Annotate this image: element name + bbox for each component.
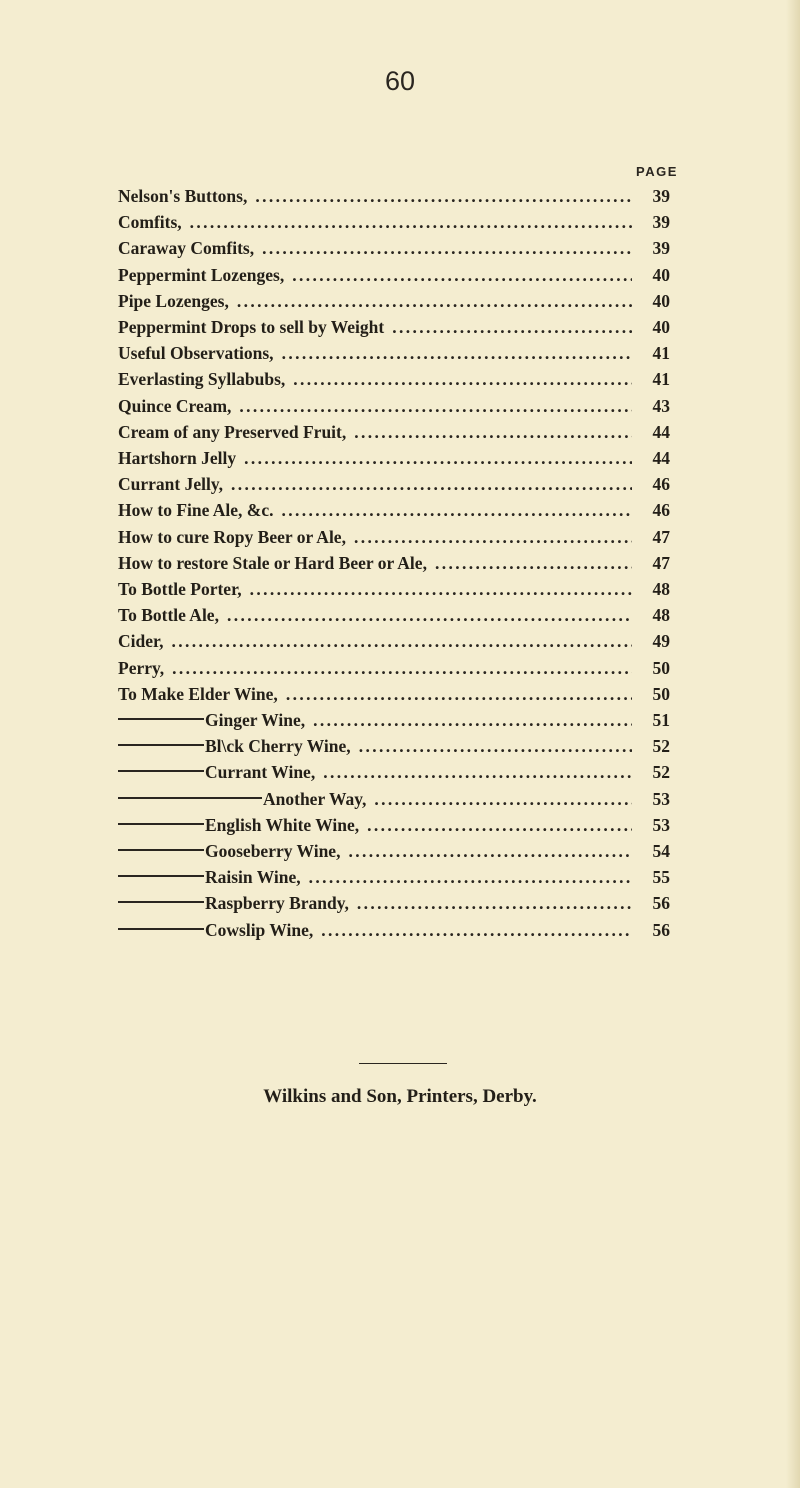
toc-entry-title: Another Way, <box>263 788 367 809</box>
ditto-dash <box>118 718 204 720</box>
dot-leader <box>172 631 632 652</box>
toc-entry-page: 40 <box>652 290 670 311</box>
toc-entry-page: 44 <box>652 448 670 468</box>
toc-entry-title: Raspberry Brandy, <box>205 893 349 914</box>
dot-leader <box>237 291 632 312</box>
toc-entry-page: 46 <box>652 500 670 521</box>
toc-entry-page: 39 <box>652 238 670 259</box>
dot-leader <box>172 658 632 679</box>
dot-leader <box>313 710 632 731</box>
toc-entry <box>118 867 670 893</box>
toc-entry-title: Caraway Comfits, <box>118 238 255 259</box>
toc-entry-page: 55 <box>652 867 670 888</box>
toc-entry <box>118 317 670 343</box>
toc-entry <box>118 291 670 317</box>
toc-entry-page: 41 <box>652 369 670 390</box>
toc-entry <box>118 579 670 605</box>
toc-entry <box>118 605 670 631</box>
toc-entry-page: 44 <box>652 421 670 442</box>
dot-leader <box>244 448 632 469</box>
toc-entry-title: Quince Cream, <box>118 395 232 416</box>
toc-entry-title: Peppermint Lozenges, <box>118 264 285 285</box>
dot-leader <box>282 500 632 521</box>
toc-entry-title: How to restore Stale or Hard Beer or Ale, <box>118 552 427 573</box>
toc-entry-page: 52 <box>652 762 670 783</box>
dot-leader <box>435 553 632 574</box>
toc-entry-title: Useful Observations, <box>118 343 274 364</box>
dot-leader <box>262 238 632 259</box>
toc-entry-page: 51 <box>652 710 670 730</box>
toc-entry-title: To Make Elder Wine, <box>118 683 278 704</box>
toc-entry-page: 49 <box>652 631 670 652</box>
toc-entry-title: Hartshorn Jelly <box>118 448 237 468</box>
toc-entry-page: 56 <box>652 919 670 940</box>
toc-entry <box>118 762 670 788</box>
dot-leader <box>292 265 632 286</box>
ditto-dash <box>118 744 204 746</box>
toc-entry-page: 47 <box>652 552 670 573</box>
dot-leader <box>239 396 632 417</box>
toc-entry-page: 41 <box>652 343 670 364</box>
divider-rule <box>359 1063 447 1064</box>
toc-entry <box>118 553 670 579</box>
toc-entry <box>118 920 670 946</box>
toc-entry-title: Peppermint Drops to sell by Weight <box>118 317 385 337</box>
toc-entry-title: Everlasting Syllabubs, <box>118 369 286 390</box>
ditto-dash <box>118 928 204 930</box>
dot-leader <box>227 605 632 626</box>
toc-entry-title: Gooseberry Wine, <box>205 841 341 861</box>
toc-entry <box>118 893 670 919</box>
toc-entry <box>118 238 670 264</box>
toc-entry-title: Cider, <box>118 631 164 652</box>
toc-entry-page: 40 <box>652 264 670 285</box>
dot-leader <box>354 422 632 443</box>
dot-leader <box>359 736 632 757</box>
toc-entry <box>118 448 670 474</box>
toc-entry-page: 50 <box>652 683 670 704</box>
dot-leader <box>282 343 632 364</box>
printer-imprint: Wilkins and Son, Printers, Derby. <box>263 1086 537 1107</box>
toc-entry-page: 39 <box>652 212 670 233</box>
toc-entry-page: 43 <box>652 395 670 416</box>
toc-entry-title: How to Fine Ale, &c. <box>118 500 274 521</box>
toc-entry-page: 48 <box>652 579 670 599</box>
toc-entry-title: Nelson's Buttons, <box>118 186 248 206</box>
toc-entry <box>118 684 670 710</box>
toc-entry <box>118 369 670 395</box>
toc-entry-page: 56 <box>652 893 670 914</box>
toc-entry <box>118 527 670 553</box>
dot-leader <box>357 893 632 914</box>
ditto-dash <box>118 875 204 877</box>
toc-entry-page: 54 <box>652 841 670 861</box>
dot-leader <box>323 762 632 783</box>
toc-entry-page: 39 <box>652 186 670 206</box>
toc-entry <box>118 186 670 212</box>
dot-leader <box>367 815 632 836</box>
toc-entry-title: Raisin Wine, <box>205 867 301 888</box>
toc-entry <box>118 500 670 526</box>
toc-entry <box>118 710 670 736</box>
toc-entry <box>118 631 670 657</box>
toc-entry-title: Cowslip Wine, <box>205 919 314 940</box>
toc-entry-title: Currant Jelly, <box>118 474 223 495</box>
toc-entry-title: How to cure Ropy Beer or Ale, <box>118 526 346 547</box>
ditto-dash <box>118 849 204 851</box>
dot-leader <box>286 684 632 705</box>
dot-leader <box>231 474 632 495</box>
toc-entry-page: 40 <box>652 317 670 337</box>
toc-entry <box>118 343 670 369</box>
toc-entry <box>118 396 670 422</box>
toc-entry <box>118 736 670 762</box>
toc-entry-title: Currant Wine, <box>205 762 316 783</box>
ditto-dash <box>118 797 262 799</box>
dot-leader <box>348 841 632 862</box>
toc-entry-title: Pipe Lozenges, <box>118 290 229 311</box>
toc-entry <box>118 815 670 841</box>
toc-entry-page: 46 <box>652 474 670 495</box>
toc-entry <box>118 841 670 867</box>
page-number: 60 <box>384 66 416 96</box>
dot-leader <box>374 789 632 810</box>
toc-entry-page: 52 <box>652 736 670 757</box>
dot-leader <box>190 212 632 233</box>
toc-entry-page: 50 <box>652 657 670 678</box>
toc-entry-title: Perry, <box>118 657 165 678</box>
dot-leader <box>354 527 632 548</box>
toc-entry-title: Bl\ck Cherry Wine, <box>205 736 351 757</box>
ditto-dash <box>118 823 204 825</box>
ditto-dash <box>118 770 204 772</box>
toc-entry <box>118 789 670 815</box>
toc-entry-title: To Bottle Porter, <box>118 579 242 599</box>
toc-entry <box>118 212 670 238</box>
toc-entry <box>118 265 670 291</box>
page-edge-shadow <box>786 0 800 1488</box>
toc-entry-page: 48 <box>652 605 670 626</box>
toc-entry-title: English White Wine, <box>205 814 360 835</box>
dot-leader <box>250 579 632 600</box>
dot-leader <box>293 369 632 390</box>
toc-entry-title: To Bottle Ale, <box>118 605 219 626</box>
toc-entry-page: 53 <box>652 814 670 835</box>
toc-entry <box>118 474 670 500</box>
ditto-dash <box>118 901 204 903</box>
dot-leader <box>392 317 632 338</box>
toc-entry <box>118 422 670 448</box>
dot-leader <box>255 186 632 207</box>
toc-entry-page: 47 <box>652 526 670 547</box>
toc-entry-title: Cream of any Preserved Fruit, <box>118 421 347 442</box>
dot-leader <box>321 920 632 941</box>
page-column-header: PAGE <box>636 164 678 179</box>
dot-leader <box>309 867 632 888</box>
toc-entry-title: Comfits, <box>118 212 182 233</box>
toc-entry-page: 53 <box>652 788 670 809</box>
toc-entry <box>118 658 670 684</box>
toc-entry-title: Ginger Wine, <box>205 710 306 730</box>
